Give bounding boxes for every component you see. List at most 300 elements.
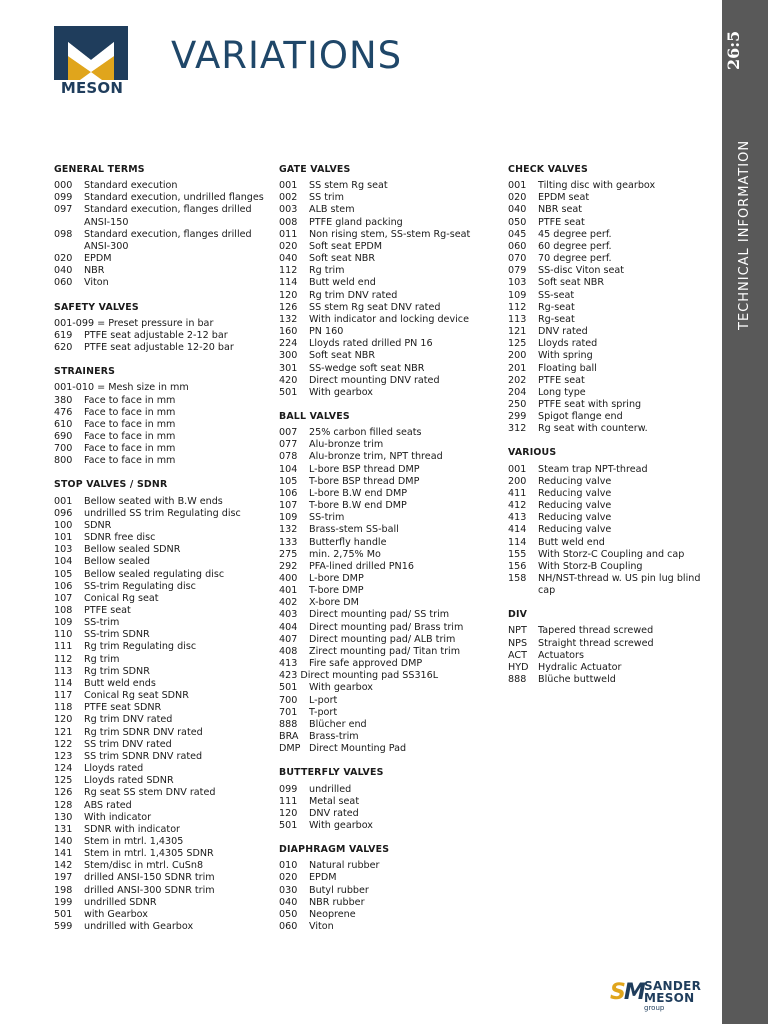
item-description: Steam trap NPT-thread (538, 463, 648, 475)
item-description: Rg trim (309, 265, 345, 277)
list-item (54, 751, 274, 763)
item-code: 100 (54, 519, 73, 531)
list-item (54, 678, 274, 690)
list-item (54, 520, 274, 532)
list-item (279, 646, 501, 658)
item-code: 140 (54, 835, 73, 847)
item-code: 126 (279, 301, 298, 313)
section (279, 411, 501, 755)
item-description: Reducing valve (538, 475, 612, 487)
item-code: 202 (508, 374, 527, 386)
item-code: 106 (54, 580, 73, 592)
item-description: Soft seat NBR (538, 277, 604, 289)
item-description: Butt weld end (309, 277, 376, 289)
section (508, 164, 718, 435)
list-item (54, 569, 274, 581)
item-description: Floating ball (538, 362, 597, 374)
item-description: PTFE seat (538, 374, 585, 386)
item-code: 408 (279, 645, 298, 657)
item-description: undrilled with Gearbox (84, 921, 194, 933)
item-description: PTFE seat SDNR (84, 702, 162, 714)
item-description: Butyl rubber (309, 884, 369, 896)
item-description: Conical Rg seat (84, 592, 159, 604)
item-code: 413 (279, 658, 298, 670)
list-item (54, 666, 274, 678)
item-description: Rg trim SDNR (84, 665, 150, 677)
item-code: 103 (54, 544, 73, 556)
section-title: CHECK VALVES (508, 164, 588, 175)
item-description: Rg trim (84, 653, 120, 665)
list-item (279, 363, 501, 375)
list-item (279, 180, 501, 192)
item-description: SS stem Rg seat DNV rated (309, 301, 441, 313)
meson-logo (54, 26, 128, 80)
item-description: L-port (309, 694, 338, 706)
item-code: 114 (54, 677, 73, 689)
item-description: SDNR free disc (84, 532, 156, 544)
item-code: 292 (279, 560, 298, 572)
list-item (508, 464, 718, 476)
list-item (54, 921, 274, 933)
item-description: NBR rubber (309, 896, 365, 908)
item-description: Rg trim DNV rated (309, 289, 398, 301)
list-item (54, 739, 274, 751)
item-code: 120 (279, 807, 298, 819)
item-description: Rg trim Regulating disc (84, 641, 197, 653)
item-description: Brass-stem SS-ball (309, 524, 399, 536)
item-description: Standard execution, flanges drilled ANSI-150 (84, 204, 252, 228)
item-description: T-port (309, 706, 338, 718)
item-code: 204 (508, 386, 527, 398)
item-description: Alu-bronze trim (309, 439, 384, 451)
item-code: 104 (54, 556, 73, 568)
item-code: 121 (508, 326, 527, 338)
item-description: Conical Rg seat SDNR (84, 690, 189, 702)
item-code: 008 (279, 216, 298, 228)
list-item (279, 670, 501, 682)
item-code: 133 (279, 536, 298, 548)
item-description: Actuators (538, 649, 584, 661)
list-item (508, 674, 718, 686)
item-description: Alu-bronze trim, NPT thread (309, 451, 443, 463)
list-item (279, 451, 501, 463)
list-item (508, 350, 718, 362)
list-item (54, 702, 274, 714)
item-code: 105 (54, 568, 73, 580)
item-code: 404 (279, 621, 298, 633)
item-code: 001 (508, 180, 527, 192)
item-description: Direct mounting pad/ ALB trim (309, 633, 456, 645)
item-description: Bellow seated with B.W ends (84, 495, 223, 507)
list-item (508, 241, 718, 253)
list-item (54, 763, 274, 775)
list-item (54, 605, 274, 617)
section (54, 479, 274, 933)
item-code: 040 (279, 253, 298, 265)
list-item (54, 192, 274, 204)
list-item (508, 302, 718, 314)
item-description: drilled ANSI-150 SDNR trim (84, 872, 215, 884)
side-label: TECHNICAL INFORMATION (737, 139, 752, 330)
item-description: Rg seat with counterw. (538, 423, 648, 435)
page-number: 26:5 (724, 30, 743, 70)
section-title: DIV (508, 609, 528, 621)
item-code: 111 (279, 795, 298, 807)
item-code: 040 (54, 265, 73, 277)
item-code: 050 (508, 216, 527, 228)
item-description: Standard execution, undrilled flanges (84, 192, 264, 204)
list-item (279, 229, 501, 241)
list-item (54, 617, 274, 629)
item-description: Viton (84, 277, 109, 289)
list-item (54, 860, 274, 872)
item-description: Straight thread screwed (538, 637, 654, 649)
item-description: undrilled SDNR (84, 896, 157, 908)
item-code: 109 (54, 617, 73, 629)
page-title: VARIATIONS (171, 34, 403, 77)
list-item (508, 253, 718, 265)
item-code: 599 (54, 921, 73, 933)
item-code: 414 (508, 524, 527, 536)
item-code: 098 (54, 228, 73, 240)
item-code: 099 (279, 783, 298, 795)
item-description: T-bore B.W end DMP (309, 500, 407, 512)
item-description: With Storz-C Coupling and cap (538, 548, 685, 560)
mark-m: M (623, 980, 644, 1005)
item-description: SS-trim Regulating disc (84, 580, 196, 592)
item-code: 070 (508, 253, 527, 265)
list-item (54, 342, 274, 354)
item-description: Lloyds rated (84, 763, 144, 775)
list-item (279, 561, 501, 573)
item-code: 401 (279, 585, 298, 597)
list-item (54, 800, 274, 812)
item-code: 476 (54, 406, 73, 418)
list-item (279, 290, 501, 302)
item-description: Butt weld ends (84, 677, 156, 689)
section (54, 302, 274, 355)
item-code: 125 (54, 775, 73, 787)
item-code: 122 (54, 738, 73, 750)
list-item (508, 524, 718, 536)
item-description: With indicator (84, 811, 152, 823)
item-code: 700 (279, 694, 298, 706)
list-item (54, 265, 274, 277)
list-item (54, 532, 274, 544)
list-item (279, 808, 501, 820)
item-description: Rg-seat (538, 301, 575, 313)
item-code: 299 (508, 411, 527, 423)
item-description: Natural rubber (309, 860, 380, 872)
item-description: 45 degree perf. (538, 228, 612, 240)
item-description: Rg trim DNV rated (84, 714, 173, 726)
item-code: 620 (54, 342, 73, 354)
list-item (279, 634, 501, 646)
list-item (279, 909, 501, 921)
item-description: 60 degree perf. (538, 240, 612, 252)
item-description: Bellow sealed regulating disc (84, 568, 225, 580)
section-title: GENERAL TERMS (54, 164, 145, 175)
item-description: DNV rated (309, 807, 359, 819)
item-description: Rg seat SS stem DNV rated (84, 787, 216, 799)
item-description: Lloyds rated (538, 338, 598, 350)
item-description: SS trim (309, 192, 344, 204)
item-description: NBR seat (538, 204, 583, 216)
item-description: Face to face in mm (84, 418, 176, 430)
item-code: 020 (508, 192, 527, 204)
item-code: 155 (508, 548, 527, 560)
list-item (508, 476, 718, 488)
item-description: L-bore BSP thread DMP (309, 463, 420, 475)
item-description: Stem in mtrl. 1,4305 (84, 835, 184, 847)
list-item (279, 549, 501, 561)
item-code: 402 (279, 597, 298, 609)
item-code: 103 (508, 277, 527, 289)
list-item (54, 419, 274, 431)
list-item (508, 180, 718, 192)
list-item (279, 885, 501, 897)
item-code: 690 (54, 430, 73, 442)
item-code: 030 (279, 884, 298, 896)
item-description: Soft seat NBR (309, 350, 375, 362)
item-description: PN 160 (309, 326, 344, 338)
item-description: SDNR with indicator (84, 823, 181, 835)
list-item (279, 682, 501, 694)
list-item (279, 464, 501, 476)
list-item (279, 277, 501, 289)
list-item (508, 363, 718, 375)
item-description: SS-trim SDNR (84, 629, 150, 641)
item-description: T-bore BSP thread DMP (309, 475, 420, 487)
item-code: 125 (508, 338, 527, 350)
column-middle (279, 164, 501, 945)
item-code: 060 (508, 240, 527, 252)
list-item (279, 204, 501, 216)
list-item (279, 707, 501, 719)
item-description: Direct mounting pad/ SS trim (309, 609, 450, 621)
item-code: 123 (54, 750, 73, 762)
item-code: 301 (279, 362, 298, 374)
item-code: 120 (54, 714, 73, 726)
list-item (279, 241, 501, 253)
section-title: DIAPHRAGM VALVES (279, 844, 390, 856)
item-description: ALB stem (309, 204, 355, 216)
item-description: Non rising stem, SS-stem Rg-seat (309, 228, 471, 240)
item-code: DMP (279, 743, 301, 755)
list-item (508, 488, 718, 500)
item-code: 128 (54, 799, 73, 811)
item-code: 109 (508, 289, 527, 301)
item-code: 101 (54, 532, 73, 544)
item-description: undrilled SS trim Regulating disc (84, 507, 241, 519)
list-item (279, 609, 501, 621)
item-code: 131 (54, 823, 73, 835)
item-description: min. 2,75% Mo (309, 548, 381, 560)
item-description: X-bore DM (309, 597, 359, 609)
list-item (508, 411, 718, 423)
item-description: SS trim SDNR DNV rated (84, 750, 203, 762)
list-item (54, 496, 274, 508)
item-description: With gearbox (309, 819, 373, 831)
item-code: 121 (54, 726, 73, 738)
item-description: PTFE seat with spring (538, 398, 642, 410)
list-item (279, 872, 501, 884)
item-description: SS stem Rg seat (309, 180, 388, 192)
item-code: 275 (279, 548, 298, 560)
item-description: Standard execution, flanges drilled ANSI-300 (84, 228, 252, 252)
item-description: With spring (538, 350, 593, 362)
item-code: 078 (279, 451, 298, 463)
item-description: undrilled (309, 783, 352, 795)
item-description: PTFE seat (538, 216, 585, 228)
item-description: With indicator and locking device (309, 313, 469, 325)
list-item (508, 625, 718, 637)
list-item (54, 836, 274, 848)
brand-line-3: group (644, 1004, 665, 1012)
item-code: 407 (279, 633, 298, 645)
item-description: Face to face in mm (84, 430, 176, 442)
item-code: 124 (54, 763, 73, 775)
list-item (279, 897, 501, 909)
list-item (508, 662, 718, 674)
item-description: Butterfly handle (309, 536, 387, 548)
item-code: 106 (279, 487, 298, 499)
item-code: 114 (508, 536, 527, 548)
item-code: 501 (279, 682, 298, 694)
list-item (508, 338, 718, 350)
list-item (54, 330, 274, 342)
item-code: 200 (508, 475, 527, 487)
item-code: 888 (508, 674, 527, 686)
list-item (54, 690, 274, 702)
list-item (54, 727, 274, 739)
item-code: HYD (508, 661, 529, 673)
item-description: Blüche buttweld (538, 674, 616, 686)
item-code: 250 (508, 398, 527, 410)
list-item (54, 714, 274, 726)
item-code: 201 (508, 362, 527, 374)
item-description: L-bore DMP (309, 573, 364, 584)
item-description: PTFE seat adjustable 12-20 bar (84, 342, 234, 354)
item-code: 113 (508, 313, 527, 325)
column-left (54, 164, 274, 945)
list-item (279, 512, 501, 524)
item-code: 060 (279, 921, 298, 933)
item-code: 020 (54, 253, 73, 265)
list-item (279, 500, 501, 512)
item-code: 117 (54, 690, 73, 702)
item-code: 105 (279, 475, 298, 487)
item-description: Blücher end (309, 718, 367, 730)
item-description: SS-trim (309, 512, 345, 524)
list-item (54, 629, 274, 641)
list-item (508, 277, 718, 289)
list-item (54, 897, 274, 909)
item-code: 501 (279, 386, 298, 398)
item-description: PTFE gland packing (309, 216, 403, 228)
list-item (508, 314, 718, 326)
list-item (279, 796, 501, 808)
section-title: GATE VALVES (279, 164, 351, 175)
item-code: 198 (54, 884, 73, 896)
item-code: 002 (279, 192, 298, 204)
item-description: Butt weld end (538, 536, 605, 548)
item-description: EPDM (309, 872, 337, 884)
item-description: Face to face in mm (84, 455, 176, 467)
item-code: 112 (508, 301, 527, 313)
sm-mark-icon (610, 980, 644, 1005)
item-code: 109 (279, 512, 298, 524)
item-description: NBR (84, 265, 105, 277)
list-item (54, 455, 274, 467)
item-code: 107 (279, 500, 298, 512)
list-item (279, 476, 501, 488)
item-code: 112 (54, 653, 73, 665)
item-description: Stem/disc in mtrl. CuSn8 (84, 860, 204, 872)
item-description: 423 Direct mounting pad SS316L (279, 670, 439, 682)
item-description: Long type (538, 386, 586, 398)
mark-s: S (610, 980, 624, 1005)
item-code: 411 (508, 487, 527, 499)
section-title: STRAINERS (54, 366, 116, 378)
list-item (279, 820, 501, 832)
list-item (54, 431, 274, 443)
section (54, 164, 274, 290)
item-code: 501 (279, 819, 298, 831)
list-item (54, 641, 274, 653)
item-description: With Storz-B Coupling (538, 560, 643, 572)
list-item (508, 423, 718, 435)
item-code: 096 (54, 507, 73, 519)
list-item (54, 443, 274, 455)
list-item (279, 375, 501, 387)
list-item (508, 500, 718, 512)
item-code: 200 (508, 350, 527, 362)
list-item (508, 561, 718, 573)
item-description: PFA-lined drilled PN16 (309, 560, 414, 572)
item-code: 619 (54, 329, 73, 341)
list-item (508, 573, 718, 597)
item-code: 050 (279, 908, 298, 920)
list-item (508, 512, 718, 524)
item-description: 001-010 = Mesh size in mm (54, 382, 189, 394)
list-item (508, 326, 718, 338)
item-code: 610 (54, 418, 73, 430)
list-item (508, 192, 718, 204)
item-code: 118 (54, 702, 73, 714)
list-item (508, 229, 718, 241)
item-code: 107 (54, 592, 73, 604)
item-code: 130 (54, 811, 73, 823)
list-item (54, 654, 274, 666)
item-code: 108 (54, 605, 73, 616)
item-description: 001-099 = Preset pressure in bar (54, 317, 214, 329)
item-code: 097 (54, 204, 73, 216)
list-item (508, 290, 718, 302)
list-item (508, 650, 718, 662)
item-code: 312 (508, 423, 527, 435)
section (54, 366, 274, 467)
item-code: 114 (279, 277, 298, 289)
item-description: Face to face in mm (84, 406, 176, 418)
item-code: 888 (279, 718, 298, 730)
section-title: BUTTERFLY VALVES (279, 767, 384, 779)
item-code: 156 (508, 560, 527, 572)
item-code: NPS (508, 637, 528, 649)
section-title: BALL VALVES (279, 410, 350, 422)
list-item (279, 921, 501, 933)
list-item (54, 253, 274, 265)
